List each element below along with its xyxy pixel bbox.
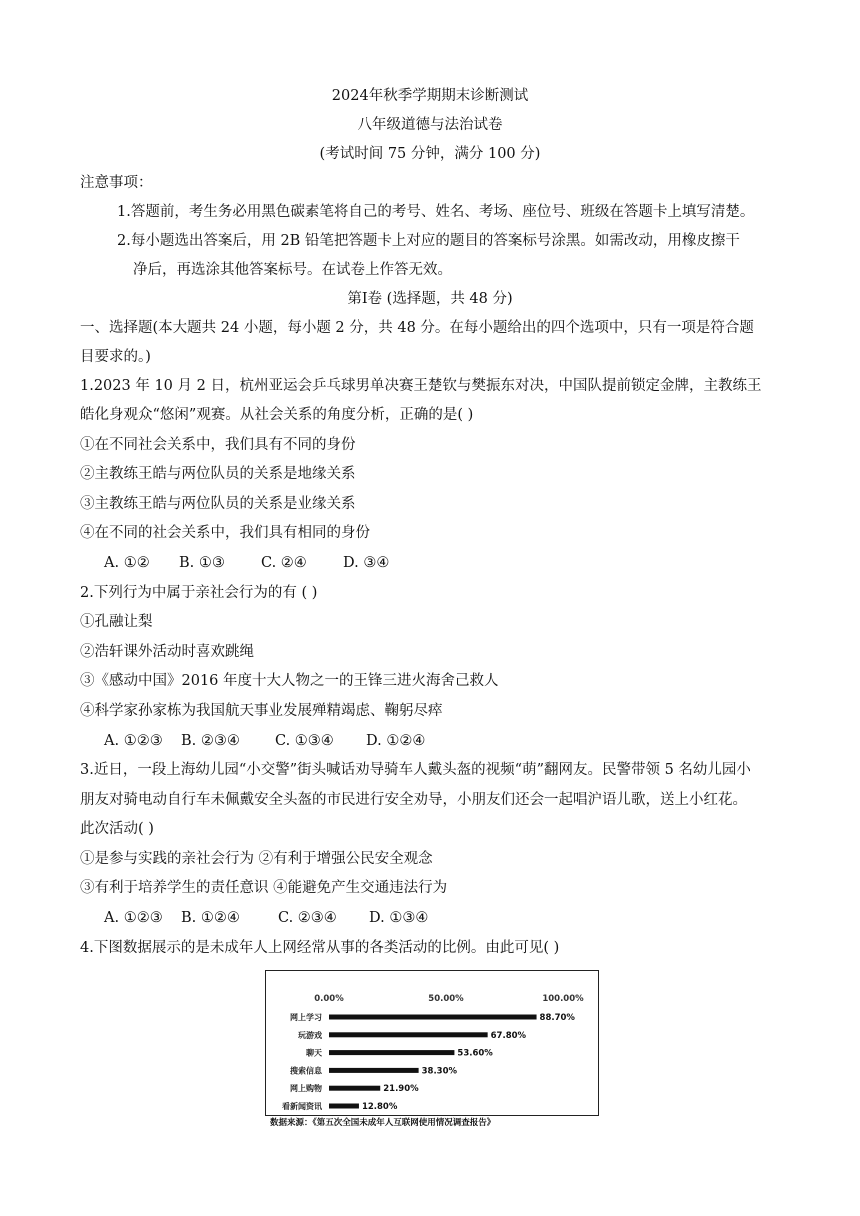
section-instruction-line-1: 一、选择题(本大题共 24 小题，每小题 2 分，共 48 分。在每小题给出的四个选项中，只有一项是符合题 [80,320,754,336]
bar [329,1068,419,1073]
q3-option-a[interactable]: A. ①②③ [104,910,163,926]
data-label: 21.90% [383,1084,419,1095]
category-label: 看新闻资讯 [282,1102,322,1111]
q2-option-a[interactable]: A. ①②③ [104,733,163,749]
bar [329,1032,488,1037]
q3-stem-line-3: 此次活动( ) [80,821,154,837]
q4-stem: 4.下图数据展示的是未成年人上网经常从事的各类活动的比例。由此可见( ) [80,940,560,956]
q1-option-c[interactable]: C. ②④ [261,555,307,571]
q1-stem-line-1: 1.2023 年 10 月 2 日，杭州亚运会乒乓球男单决赛王楚钦与樊振东对决，中国队提前锁定金牌，主教练王 [80,378,762,394]
q2-option-b[interactable]: B. ②③④ [181,733,240,749]
bar [329,1104,359,1109]
bar [329,1015,537,1020]
section-title: 第Ⅰ卷 (选择题，共 48 分) [347,291,513,307]
q2-statement-1: ①孔融让梨 [80,614,153,630]
notice-heading: 注意事项： [80,175,153,191]
q3-option-d[interactable]: D. ①③④ [369,910,429,926]
data-label: 67.80% [490,1030,527,1041]
q3-option-b[interactable]: B. ①②④ [181,910,240,926]
activity-bar-chart [265,970,599,1116]
q3-statements-1-2: ①是参与实践的亲社会行为 ②有利于增强公民安全观念 [80,851,433,867]
q3-statements-3-4: ③有利于培养学生的责任意识 ④能避免产生交通违法行为 [80,880,448,896]
chart-source: 数据来源：《第五次全国未成年人互联网使用情况调查报告》 [270,1118,496,1128]
data-label: 38.30% [421,1066,458,1077]
chart-svg [266,971,597,1114]
q3-option-c[interactable]: C. ②③④ [278,910,337,926]
q1-statement-3: ③主教练王皓与两位队员的关系是业缘关系 [80,496,356,512]
notice-item-2-line-2: 净后，再选涂其他答案标号。在试卷上作答无效。 [133,262,452,278]
q1-options [104,553,389,573]
category-label: 搜索信息 [290,1066,322,1076]
bar [329,1086,380,1091]
section-instruction-line-2: 目要求的。) [80,349,151,365]
q3-stem-line-1: 3.近日，一段上海幼儿园“小交警”街头喊话劝导骑车人戴头盔的视频“萌”翻网友。民警带领 5 名幼儿园小 [80,762,751,778]
q2-statement-3: ③《感动中国》2016 年度十大人物之一的王锋三进火海舍己救人 [80,673,499,689]
data-label: 53.60% [457,1048,493,1059]
category-label: 网上购物 [290,1084,322,1094]
category-label: 聊天 [306,1048,322,1058]
q2-statement-4: ④科学家孙家栋为我国航天事业发展殚精竭虑、鞠躬尽瘁 [80,703,443,719]
q1-statement-1: ①在不同社会关系中，我们具有不同的身份 [80,437,356,453]
q1-option-b[interactable]: B. ①③ [179,555,225,571]
q2-option-c[interactable]: C. ①③④ [275,733,334,749]
category-label: 玩游戏 [298,1030,322,1040]
data-label: 88.70% [539,1013,575,1023]
q2-stem: 2.下列行为中属于亲社会行为的有 ( ) [80,585,318,601]
notice-item-1: 1.答题前，考生务必用黑色碳素笔将自己的考号、姓名、考场、座位号、班级在答题卡上填写清楚。 [117,204,755,220]
axis-tick-label: 0.00% [314,994,344,1004]
axis-tick-label: 100.00% [542,994,584,1004]
category-label: 网上学习 [290,1013,322,1022]
q1-statement-2: ②主教练王皓与两位队员的关系是地缘关系 [80,466,356,482]
notice-item-2-line-1: 2.每小题选出答案后，用 2B 铅笔把答题卡上对应的题目的答案标号涂黑。如需改动，用橡皮擦干 [117,233,740,249]
q2-statement-2: ②浩轩课外活动时喜欢跳绳 [80,644,254,660]
q1-statement-4: ④在不同的社会关系中，我们具有相同的身份 [80,525,370,541]
q1-option-a[interactable]: A. ①② [104,555,150,571]
q1-option-d[interactable]: D. ③④ [343,555,390,571]
q1-stem-line-2: 皓化身观众“悠闲”观赛。从社会关系的角度分析，正确的是( ) [80,407,474,423]
q2-options [104,731,425,751]
q2-option-d[interactable]: D. ①②④ [366,733,426,749]
exam-info: (考试时间 75 分钟，满分 100 分) [319,146,541,162]
bar [329,1050,454,1055]
q3-options [104,908,428,928]
q3-stem-line-2: 朋友对骑电动自行车未佩戴安全头盔的市民进行安全劝导，小朋友们还会一起唱沪语儿歌，送上小红花。 [80,792,747,808]
exam-subtitle: 八年级道德与法治试卷 [357,117,503,133]
exam-title: 2024年秋季学期期末诊断测试 [331,88,529,104]
data-label: 12.80% [361,1102,398,1112]
axis-tick-label: 50.00% [428,994,464,1004]
